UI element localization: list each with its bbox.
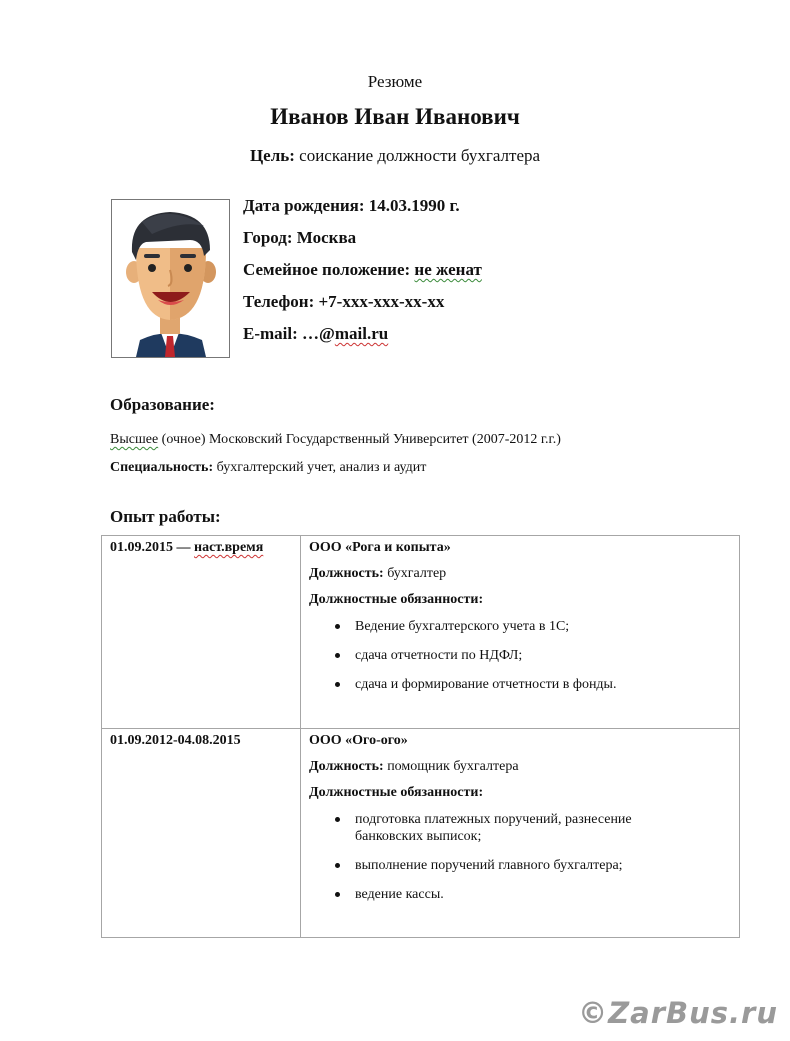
company-name: ООО «Ого-ого» [309, 733, 408, 748]
duties-label: Должностные обязанности: [309, 592, 484, 607]
birth-date: Дата рождения: 14.03.1990 г. [243, 196, 460, 215]
list-item: выполнение поручений главного бухгалтера; [355, 857, 685, 874]
career-goal [0, 146, 790, 166]
position-value: бухгалтер [383, 566, 447, 581]
duties-label: Должностные обязанности: [309, 785, 484, 800]
duties-list [309, 618, 731, 693]
degree-rest: (очное) Московский Государственный Университет (2007-2012 г.г.) [158, 432, 561, 447]
position-value: помощник бухгалтера [383, 759, 519, 774]
avatar-icon [112, 200, 229, 357]
list-item: ведение кассы. [355, 886, 685, 903]
job-period [102, 536, 301, 729]
marital-status-label: Семейное положение: [243, 260, 415, 279]
education-title: Образование: [110, 395, 215, 414]
job-period-end: наст.время [194, 540, 264, 555]
full-name: Иванов Иван Иванович [270, 104, 520, 129]
position-label: Должность: [309, 566, 384, 581]
email [243, 324, 388, 344]
degree-word: Высшее [110, 432, 159, 447]
job-details [301, 729, 740, 938]
job-period: 01.09.2012-04.08.2015 [102, 729, 301, 938]
position-label: Должность: [309, 759, 384, 774]
email-label: E-mail: …@ [243, 324, 335, 343]
marital-status-value: не женат [414, 260, 482, 279]
duties-list [309, 811, 685, 903]
goal-value: соискание должности бухгалтера [299, 146, 541, 165]
specialty-value: бухгалтерский учет, анализ и аудит [213, 460, 427, 475]
email-domain: mail.ru [334, 324, 389, 343]
marital-status [243, 260, 482, 280]
document-heading: Резюме [367, 72, 423, 91]
list-item: сдача отчетности по НДФЛ; [355, 647, 731, 664]
experience-title: Опыт работы: [110, 507, 221, 526]
list-item: подготовка платежных поручений, разнесение банковских выписок; [355, 811, 685, 845]
job-period-start: 01.09.2015 — [110, 540, 194, 555]
city: Город: Москва [243, 228, 357, 247]
education-specialty [110, 460, 426, 476]
experience-table [101, 535, 740, 938]
company-name: ООО «Рога и копыта» [309, 540, 451, 555]
profile-photo [111, 199, 230, 358]
list-item: Ведение бухгалтерского учета в 1С; [355, 618, 731, 635]
job-position [309, 759, 731, 775]
job-position [309, 566, 731, 582]
job-details [301, 536, 740, 729]
table-row [102, 536, 740, 729]
education-degree [110, 432, 561, 448]
list-item: сдача и формирование отчетности в фонды. [355, 676, 731, 693]
specialty-label: Специальность: [110, 460, 214, 475]
phone: Телефон: +7-ххх-ххх-хх-хх [243, 292, 445, 311]
goal-label: Цель: [249, 146, 295, 165]
watermark: ©ZarBus.ru [578, 996, 778, 1030]
table-row [102, 729, 740, 938]
